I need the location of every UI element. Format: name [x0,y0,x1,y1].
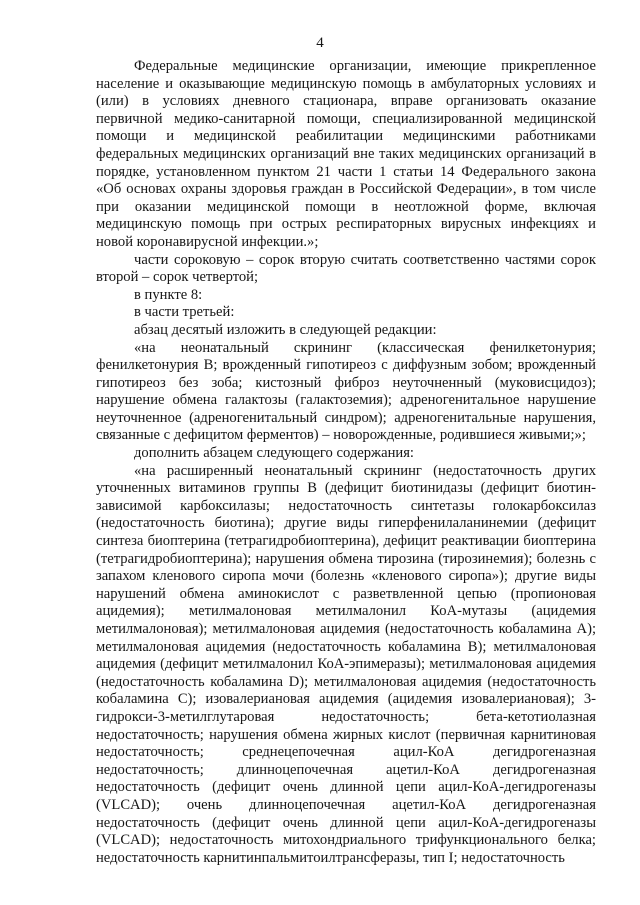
paragraph-renumber-parts: части сороковую – сорок вторую считать соответственно частями сорок второй – сорок четвертой; [96,251,596,286]
paragraph-tenth-abzac: абзац десятый изложить в следующей редакции: [134,321,437,338]
paragraph-extended-screening: «на расширенный неонатальный скрининг (недостаточность других уточненных витаминов группы В (дефицит биотинидазы (дефицит биотин-зависимой карбоксилазы; недостаточность синтетазы голокарбоксилаз (недостаточность биотина); другие виды гиперфенилаланинемии (дефицит синтеза биоптерина (тетрагидробиоптерина), дефицит реактивации биоптерина (тетрагидробиоптерина); нарушения обмена тирозина (тирозинемия); болезнь с запахом кленового сиропа мочи (болезнь «кленового сиропа»); другие виды нарушений обмена аминокислот с разветвленной цепью (пропионовая ацидемия); метилмалоновая метилмалонил КоА-мутазы (ацидемия метилмалоновая); метилмалоновая ацидемия (недостаточность кобаламина А); метилмалоновая ацидемия (недостаточность кобаламина В); метилмалоновая ацидемия (дефицит метилмалонил КоА-эпимеразы); метилмалоновая ацидемия (недостаточность кобаламина D); метилмалоновая ацидемия (недостаточность кобаламина С); изовалериановая ацидемия (ацидемия изовалериановая); 3-гидрокси-3-метилглутаровая недостаточность; бета-кетотиолазная недостаточность; нарушения обмена жирных кислот (первичная карнитиновая недостаточность; среднецепочечная ацил-КоА дегидрогеназная недостаточность; длинноцепочечная ацетил-КоА дегидрогеназная недостаточность (дефицит очень длинной цепи ацил-КоА-дегидрогеназы (VLCAD); очень длинноцепочечная ацетил-КоА дегидрогеназная недостаточность (дефицит очень длинной цепи ацил-КоА-дегидрогеназы (VLCAD); недостаточность митохондриального трифункционального белка; недостаточность карнитинпальмитоилтрансферазы, тип I; недостаточность [96,462,596,866]
page-number: 4 [316,35,324,51]
paragraph-point-8: в пункте 8: [134,286,203,303]
paragraph-add-abzac: дополнить абзацем следующего содержания: [134,445,414,462]
paragraph-federal-organizations: Федеральные медицинские организации, имеющие прикрепленное население и оказывающие медицинскую помощь в амбулаторных условиях и (или) в условиях дневного стационара, вправе организовать оказание первичной медико-санитарной помощи, специализированной медицинской помощи и медицинской реабилитации медицинскими работниками федеральных медицинских организаций вне таких медицинских организаций в порядке, установленном пунктом 21 части 1 статьи 14 Федерального закона «Об основах охраны здоровья граждан в Российской Федерации», в том числе при оказании медицинской помощи в неотложной форме, включая медицинскую помощь при острых респираторных вирусных инфекциях и новой коронавирусной инфекции.»; [96,58,596,250]
document-body [96,58,596,867]
paragraph-part-three: в части третьей: [134,304,235,321]
paragraph-neonatal-screening: «на неонатальный скрининг (классическая фенилкетонурия; фенилкетонурия В; врожденный гипотиреоз с диффузным зобом; врожденный гипотиреоз без зоба; кистозный фиброз неуточненный (муковисцидоз); нарушение обмена галактозы (галактоземия); адреногенитальное нарушение неуточненное (адреногенитальный синдром); адреногенитальные нарушения, связанные с дефицитом ферментов) – новорожденные, родившиеся живыми;»; [96,339,596,444]
